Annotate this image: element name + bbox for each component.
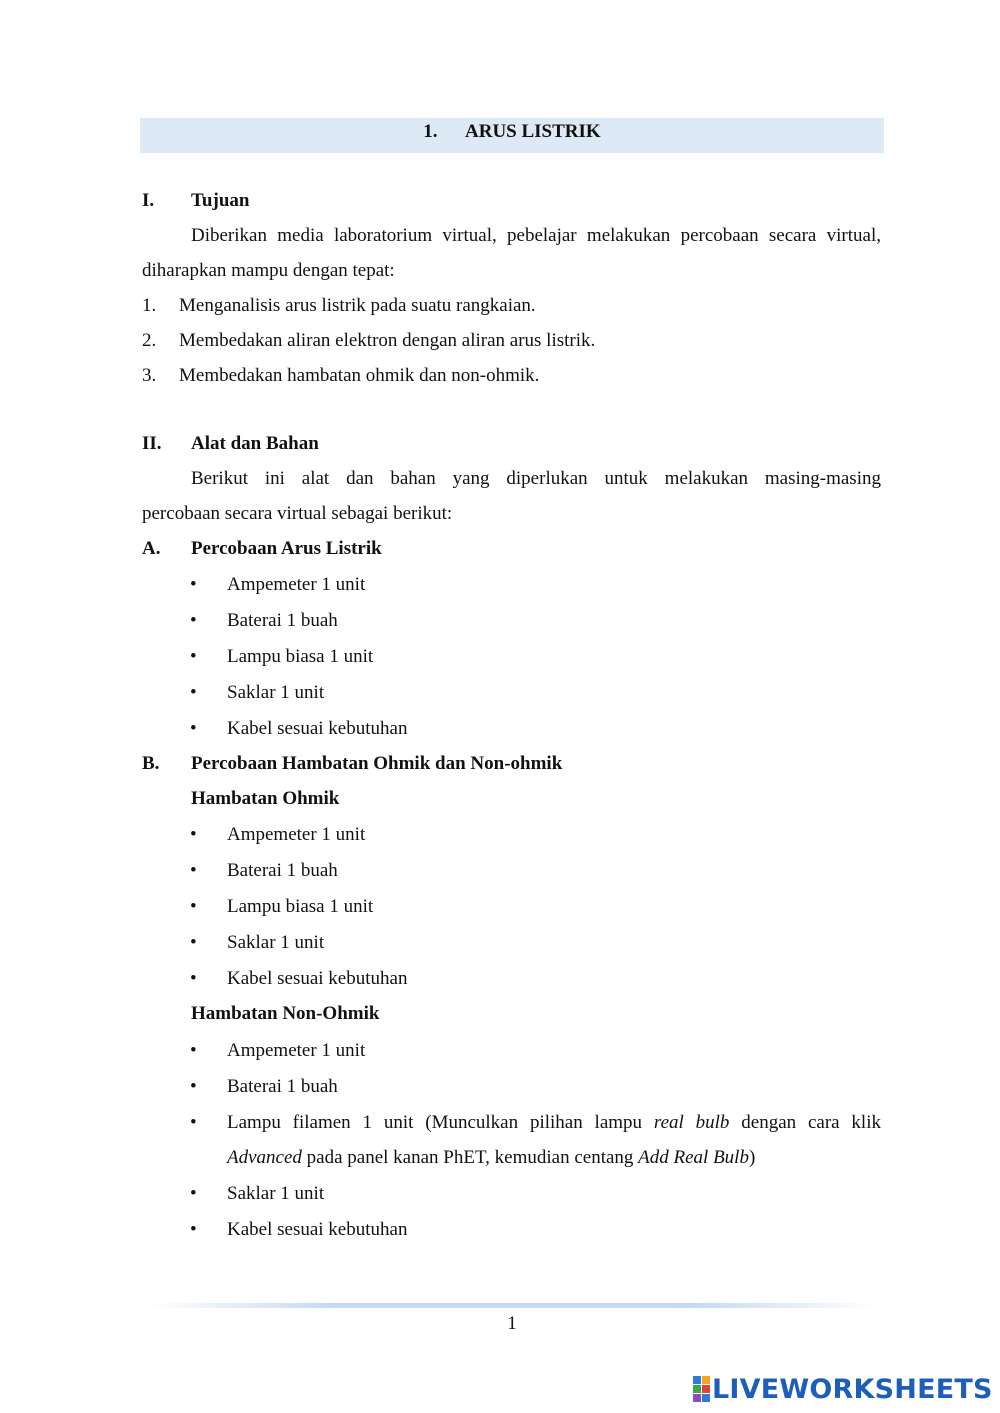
bullet: • — [190, 824, 197, 845]
bullet: • — [190, 896, 197, 917]
filament-real-bulb: real bulb — [653, 1112, 730, 1133]
logo-icon — [693, 1376, 710, 1402]
bullet: • — [190, 968, 197, 989]
bullet: • — [190, 860, 197, 881]
liveworksheets-logo[interactable] — [693, 1372, 993, 1406]
bullet: • — [190, 574, 197, 595]
page-number: 1 — [507, 1313, 517, 1334]
nonohmik-item-2: Baterai 1 buah — [227, 1076, 338, 1097]
part-a-letter: A. — [142, 538, 161, 559]
bullet: • — [190, 1183, 197, 1204]
part-a-item-2: Baterai 1 buah — [227, 610, 338, 631]
nonohmik-item-5: Kabel sesuai kebutuhan — [227, 1219, 408, 1240]
goal-1-text: Menganalisis arus listrik pada suatu rangkaian. — [179, 295, 536, 316]
goal-3-text: Membedakan hambatan ohmik dan non-ohmik. — [179, 365, 540, 386]
nonohmik-filament-line1 — [227, 1112, 881, 1134]
section-1-numeral: I. — [142, 190, 155, 211]
section-1-title: Tujuan — [191, 190, 250, 211]
section-2-numeral: II. — [142, 433, 162, 454]
part-b-letter: B. — [142, 753, 160, 774]
bullet: • — [190, 1040, 197, 1061]
ohmik-item-1: Ampemeter 1 unit — [227, 824, 366, 845]
filament-add-real-bulb: Add Real Bulb — [638, 1147, 749, 1168]
bullet: • — [190, 1112, 197, 1133]
filament-text-e: pada panel kanan PhET, kemudian centang — [301, 1147, 639, 1168]
bullet: • — [190, 646, 197, 667]
part-b-title: Percobaan Hambatan Ohmik dan Non-ohmik — [191, 753, 563, 774]
bullet: • — [190, 718, 197, 739]
goal-2-number: 2. — [142, 330, 157, 351]
section-2-title: Alat dan Bahan — [191, 433, 319, 454]
bullet: • — [190, 610, 197, 631]
bullet: • — [190, 932, 197, 953]
nonohmik-filament-line2 — [227, 1147, 755, 1169]
goal-3-number: 3. — [142, 365, 157, 386]
filament-advanced: Advanced — [227, 1147, 302, 1168]
filament-text-c: dengan cara klik — [729, 1112, 881, 1133]
part-a-title: Percobaan Arus Listrik — [191, 538, 382, 559]
section-2-intro-line2: percobaan secara virtual sebagai berikut: — [142, 503, 453, 524]
ohmik-subtitle: Hambatan Ohmik — [191, 788, 340, 809]
logo-text: LIVEWORKSHEETS — [712, 1373, 993, 1405]
filament-text-g: ) — [748, 1147, 756, 1168]
nonohmik-item-4: Saklar 1 unit — [227, 1183, 325, 1204]
ohmik-item-3: Lampu biasa 1 unit — [227, 896, 374, 917]
goal-2-text: Membedakan aliran elektron dengan aliran arus listrik. — [179, 330, 596, 351]
chapter-title-text: ARUS LISTRIK — [465, 121, 601, 142]
nonohmik-item-1: Ampemeter 1 unit — [227, 1040, 366, 1061]
section-1-intro-line2: diharapkan mampu dengan tepat: — [142, 260, 395, 281]
bullet: • — [190, 682, 197, 703]
section-1-intro-line1: Diberikan media laboratorium virtual, pebelajar melakukan percobaan secara virtual, — [191, 225, 881, 246]
chapter-number: 1. — [423, 121, 438, 142]
ohmik-item-4: Saklar 1 unit — [227, 932, 325, 953]
goal-1-number: 1. — [142, 295, 157, 316]
nonohmik-subtitle: Hambatan Non-Ohmik — [191, 1003, 380, 1024]
bullet: • — [190, 1076, 197, 1097]
ohmik-item-5: Kabel sesuai kebutuhan — [227, 968, 408, 989]
footer-divider — [150, 1303, 875, 1308]
chapter-title — [140, 118, 884, 146]
section-2-intro-line1: Berikut ini alat dan bahan yang diperlukan untuk melakukan masing-masing — [191, 468, 881, 489]
ohmik-item-2: Baterai 1 buah — [227, 860, 338, 881]
bullet: • — [190, 1219, 197, 1240]
part-a-item-1: Ampemeter 1 unit — [227, 574, 366, 595]
part-a-item-4: Saklar 1 unit — [227, 682, 325, 703]
part-a-item-3: Lampu biasa 1 unit — [227, 646, 374, 667]
filament-text-a: Lampu filamen 1 unit (Munculkan pilihan lampu — [227, 1112, 654, 1133]
part-a-item-5: Kabel sesuai kebutuhan — [227, 718, 408, 739]
chapter-title-bar — [140, 118, 884, 153]
